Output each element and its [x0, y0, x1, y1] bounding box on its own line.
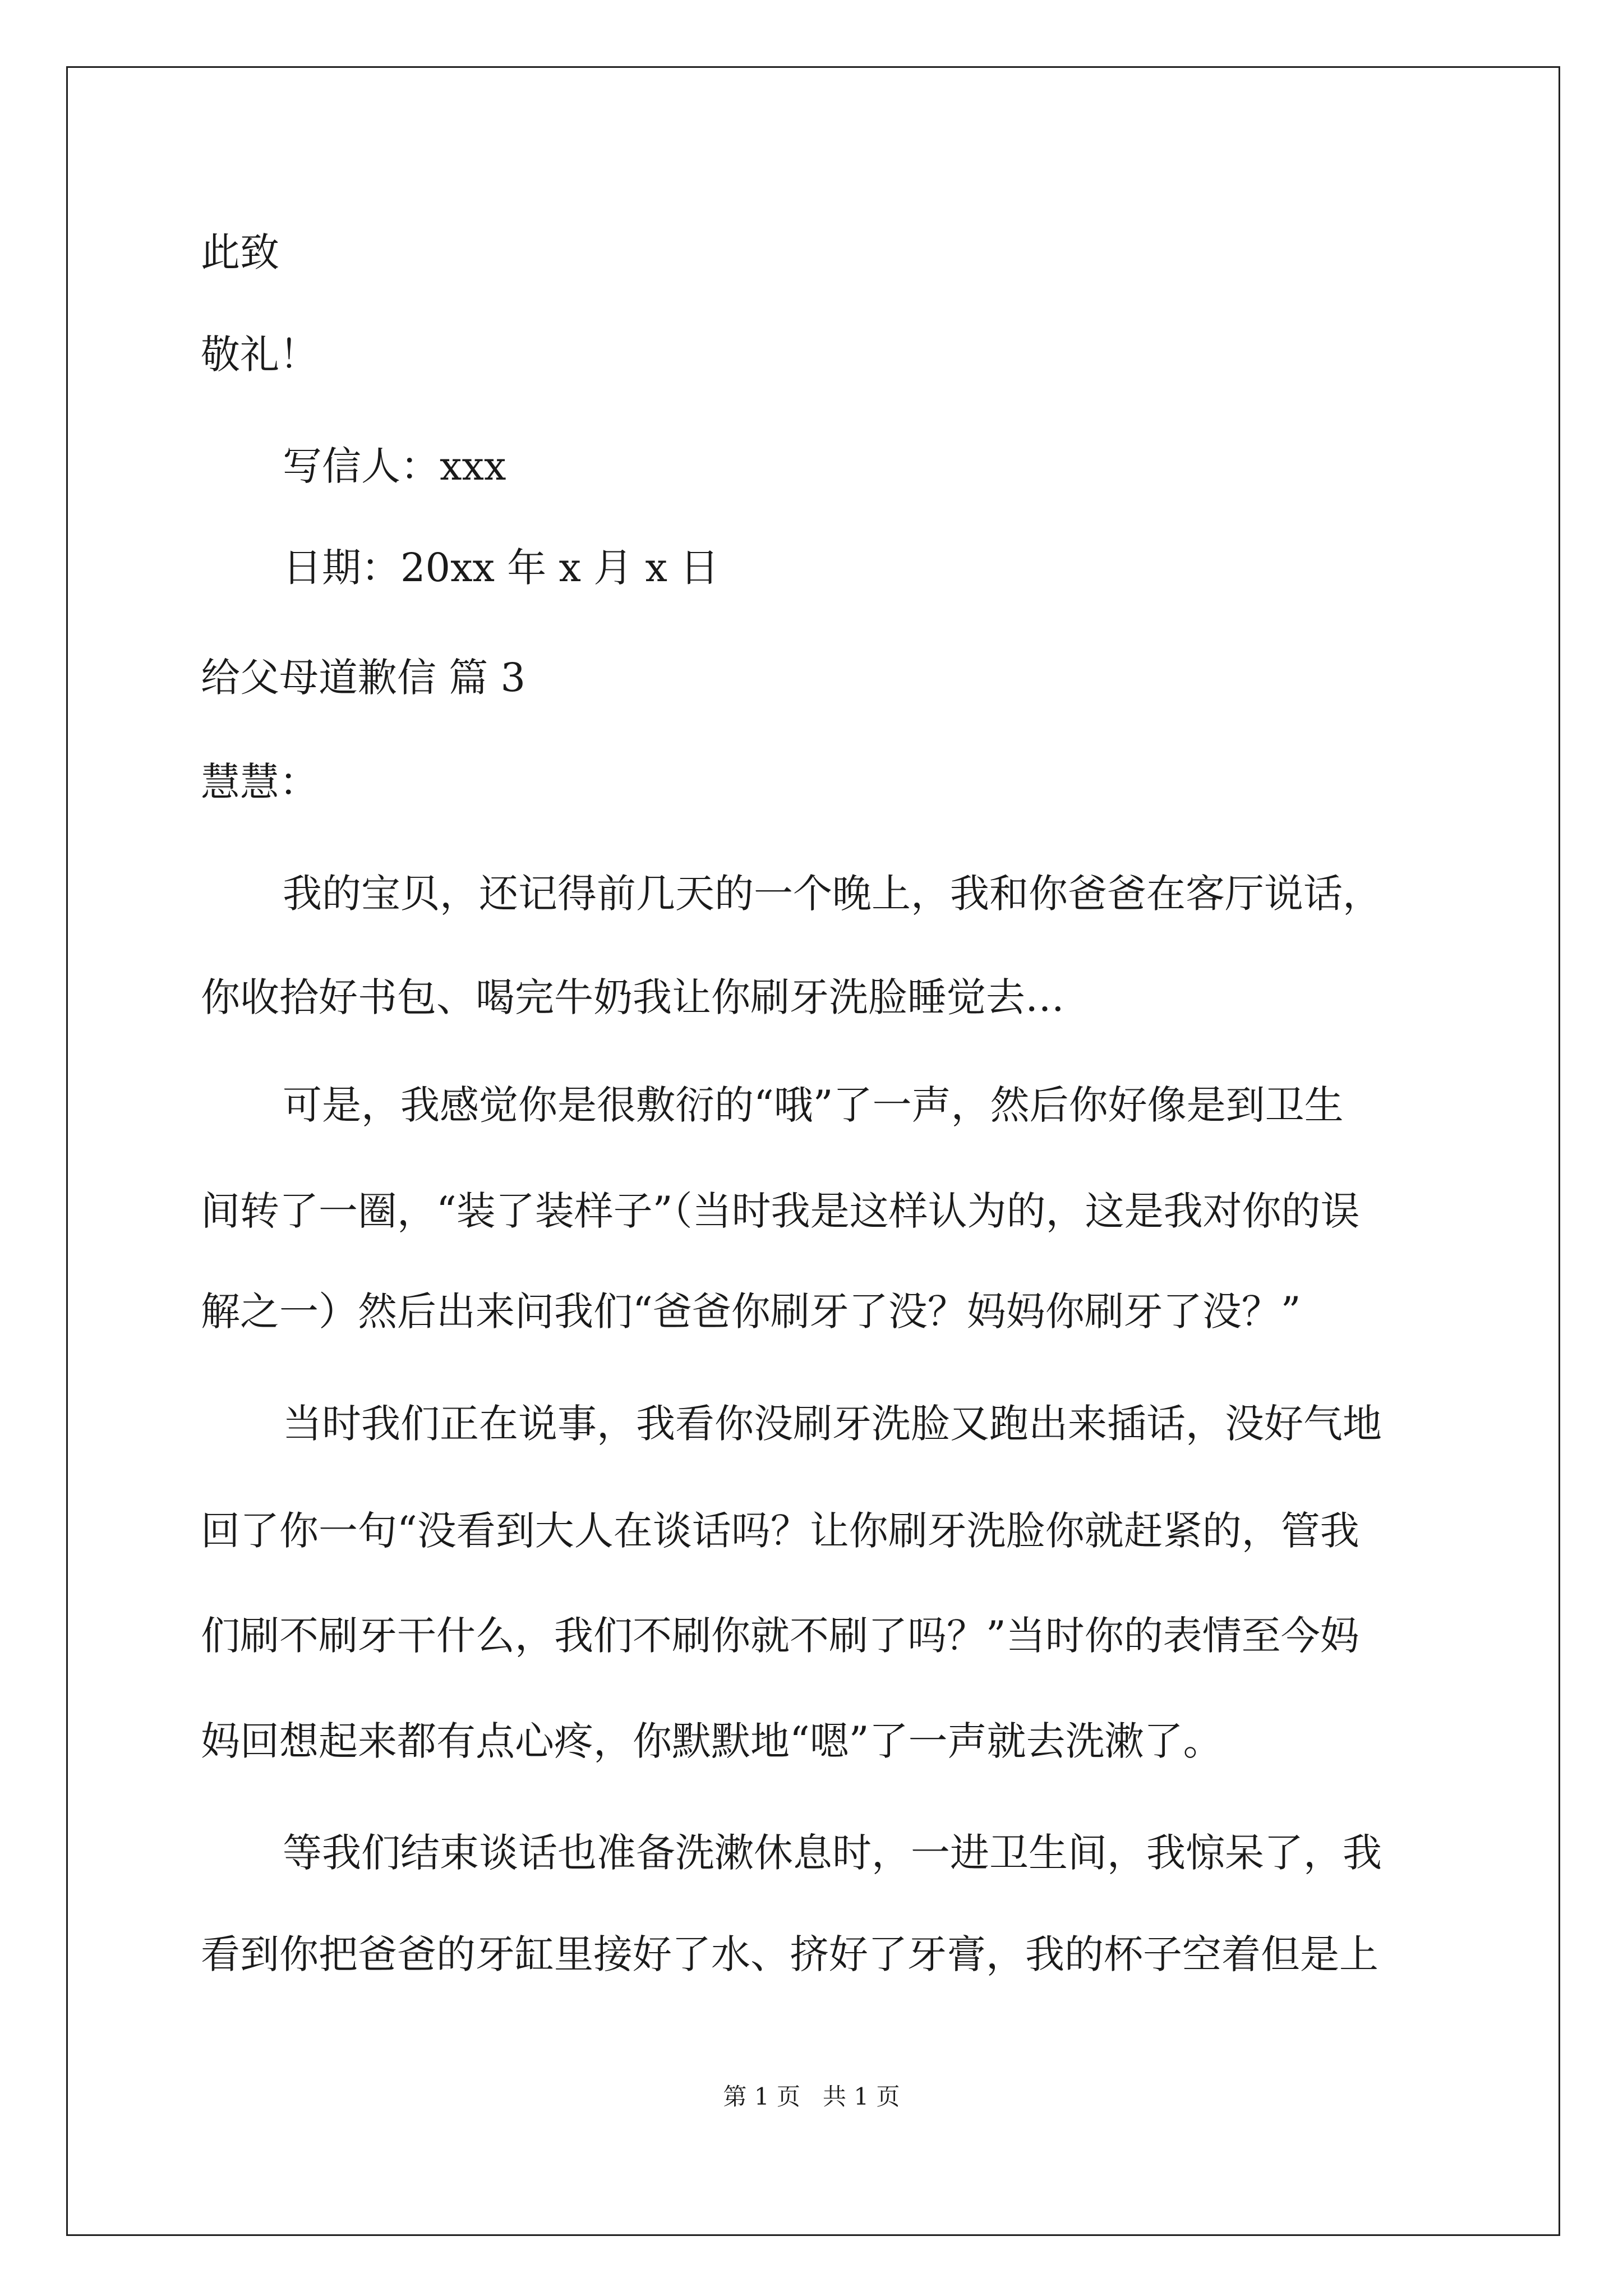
- paragraph-line: 们刷不刷牙干什么，我们不刷你就不刷了吗？”当时你的表情至今妈: [201, 1613, 1359, 1659]
- paragraph-line: 我的宝贝，还记得前几天的一个晚上，我和你爸爸在客厅说话，: [283, 871, 1382, 917]
- paragraph-line: 当时我们正在说事，我看你没刷牙洗脸又跑出来插话，没好气地: [283, 1401, 1382, 1447]
- section-title: 给父母道歉信 篇 3: [201, 655, 526, 701]
- salutation-line: 敬礼！: [201, 332, 319, 378]
- date-line: 日期：20xx 年 x 月 x 日: [283, 545, 720, 591]
- paragraph-line: 看到你把爸爸的牙缸里接好了水、挤好了牙膏，我的杯子空着但是上: [201, 1931, 1378, 1977]
- paragraph-line: 回了你一句“没看到大人在谈话吗？让你刷牙洗脸你就赶紧的，管我: [201, 1508, 1359, 1554]
- page-border: [66, 66, 1560, 2236]
- paragraph-line: 解之一）然后出来问我们“爸爸你刷牙了没？妈妈你刷牙了没？”: [201, 1289, 1301, 1335]
- paragraph-line: 间转了一圈，“装了装样子”（当时我是这样认为的，这是我对你的误: [201, 1188, 1360, 1234]
- paragraph-line: 可是，我感觉你是很敷衍的“哦”了一声，然后你好像是到卫生: [283, 1082, 1344, 1128]
- sender-line: 写信人：xxx: [283, 443, 506, 489]
- paragraph-line: 等我们结束谈话也准备洗漱休息时，一进卫生间，我惊呆了，我: [283, 1830, 1382, 1876]
- closing-line: 此致: [201, 229, 279, 275]
- paragraph-line: 你收拾好书包、喝完牛奶我让你刷牙洗脸睡觉去…: [201, 974, 1064, 1020]
- paragraph-line: 妈回想起来都有点心疼，你默默地“嗯”了一声就去洗漱了。: [201, 1718, 1223, 1764]
- page-number-footer: 第 1 页 共 1 页: [723, 2083, 900, 2110]
- recipient-line: 慧慧：: [201, 759, 319, 805]
